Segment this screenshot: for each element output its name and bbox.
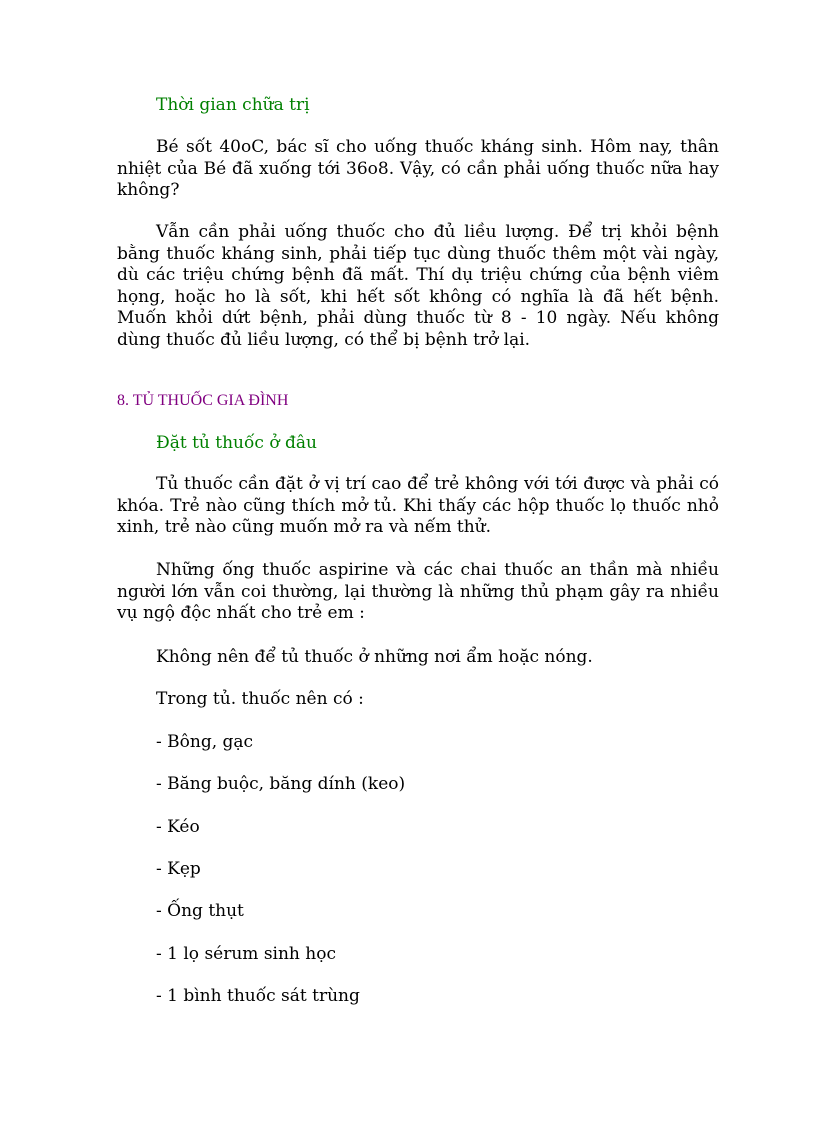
poisoning-warning-paragraph: Những ống thuốc aspirine và các chai thuốc an thần mà nhiều người lớn vẫn coi thường, lại thường là những thủ phạm gây ra nhiều vụ ngộ độc nhất cho trẻ em : bbox=[117, 560, 719, 623]
list-intro: Trong tủ. thuốc nên có : bbox=[156, 689, 364, 709]
answer-paragraph: Vẫn cần phải uống thuốc cho đủ liều lượng. Để trị khỏi bệnh bằng thuốc kháng sinh, phải tiếp tục dùng thuốc thêm một vài ngày, dù các triệu chứng bệnh đã mất. Thí dụ triệu chứng của bệnh viêm họng, hoặc ho là sốt, khi hết sốt không có nghĩa là đã hết bệnh. Muốn khỏi dứt bệnh, phải dùng thuốc từ 8 - 10 ngày. Nếu không dùng thuốc đủ liều lượng, có thể bị bệnh trở lại. bbox=[117, 222, 719, 350]
cabinet-placement-paragraph: Tủ thuốc cần đặt ở vị trí cao để trẻ không với tới được và phải có khóa. Trẻ nào cũng thích mở tủ. Khi thấy các hộp thuốc lọ thuốc nhỏ xinh, trẻ nào cũng muốn mở ra và nếm thử. bbox=[117, 474, 719, 537]
list-item: - Kéo bbox=[156, 817, 200, 837]
list-item: - Bông, gạc bbox=[156, 732, 254, 752]
subheading-cabinet-location: Đặt tủ thuốc ở đâu bbox=[156, 433, 317, 453]
list-item: - Kẹp bbox=[156, 859, 201, 879]
section-heading-family-medicine-cabinet: 8. TỦ THUỐC GIA ĐÌNH bbox=[117, 392, 289, 409]
storage-note: Không nên để tủ thuốc ở những nơi ẩm hoặc nóng. bbox=[156, 647, 593, 667]
list-item: - 1 bình thuốc sát trùng bbox=[156, 986, 360, 1006]
list-item: - Ống thụt bbox=[156, 901, 244, 921]
list-item: - Băng buộc, băng dính (keo) bbox=[156, 774, 406, 794]
subheading-treatment-duration: Thời gian chữa trị bbox=[156, 95, 310, 115]
question-paragraph: Bé sốt 40oC, bác sĩ cho uống thuốc kháng sinh. Hôm nay, thân nhiệt của Bé đã xuống tới 36o8. Vậy, có cần phải uống thuốc nữa hay không? bbox=[117, 137, 719, 200]
list-item: - 1 lọ sérum sinh học bbox=[156, 944, 336, 964]
